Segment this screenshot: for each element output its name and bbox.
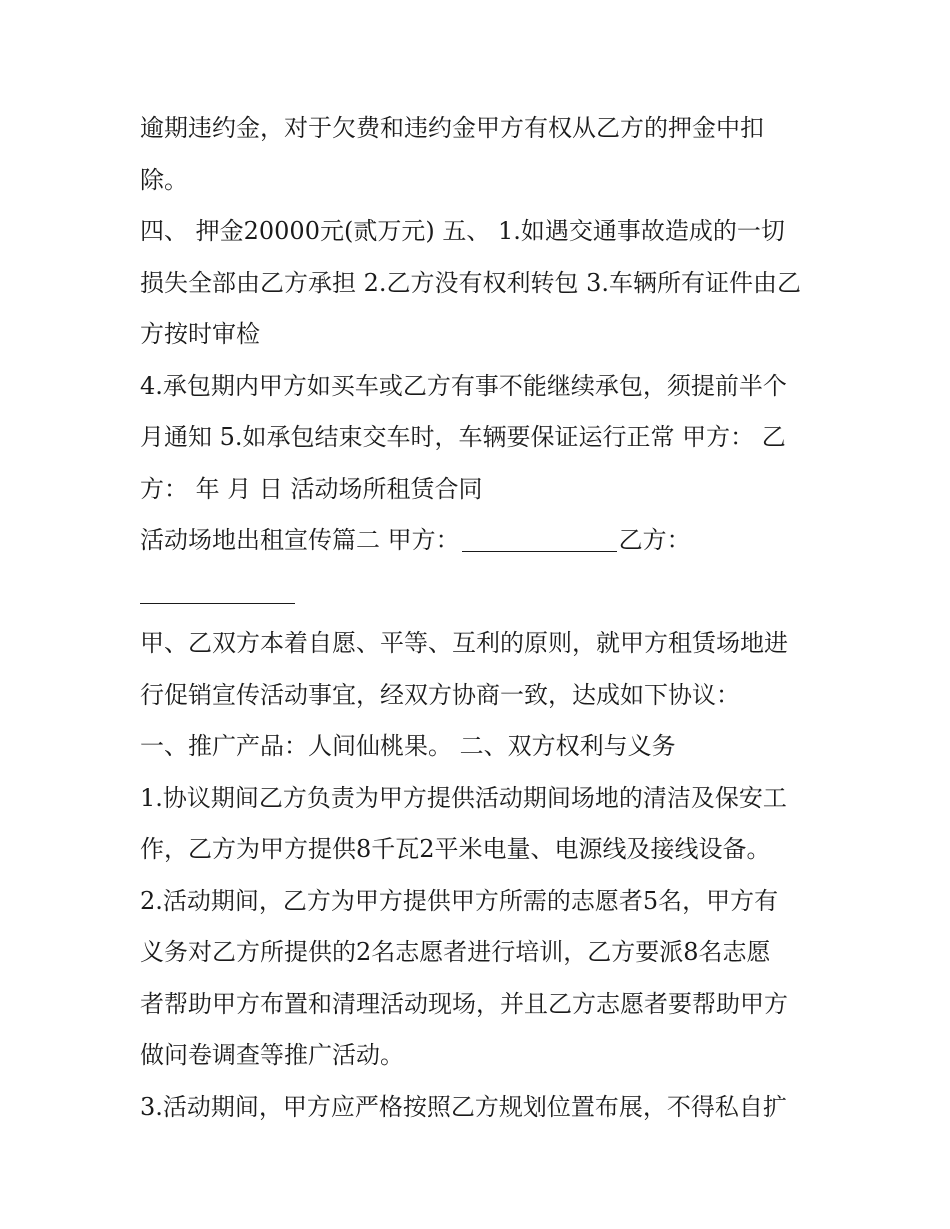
text-line: 甲、乙双方本着自愿、平等、互利的原则，就甲方租赁场地进 bbox=[140, 629, 788, 657]
text-line: 1.协议期间乙方负责为甲方提供活动期间场地的清洁及保安工 bbox=[140, 783, 787, 812]
text-line: 逾期违约金，对于欠费和违约金甲方有权从乙方的押金中扣 bbox=[140, 114, 764, 142]
text-line: 4.承包期内甲方如买车或乙方有事不能继续承包，须提前半个 bbox=[140, 371, 787, 400]
text-line: 四、 押金20000元(贰万元) 五、 1.如遇交通事故造成的一切 bbox=[140, 217, 785, 245]
text-line: 方： 年 月 日 活动场所租赁合同 bbox=[140, 474, 483, 503]
document-page bbox=[140, 103, 820, 1133]
party-a-blank bbox=[462, 523, 617, 552]
text-line: 3.活动期间，甲方应严格按照乙方规划位置布展，不得私自扩 bbox=[140, 1092, 787, 1121]
text-line: 2.活动期间，乙方为甲方提供甲方所需的志愿者5名，甲方有 bbox=[140, 886, 779, 915]
signature-line bbox=[140, 515, 820, 567]
text-line: 除。 bbox=[140, 165, 188, 194]
text-line: 者帮助甲方布置和清理活动现场，并且乙方志愿者要帮助甲方 bbox=[140, 989, 788, 1018]
text-line: 作，乙方为甲方提供8千瓦2平米电量、电源线及接线设备。 bbox=[140, 835, 771, 863]
text-line: 做问卷调查等推广活动。 bbox=[140, 1041, 404, 1069]
text-line: 月通知 5.如承包结束交车时，车辆要保证运行正常 甲方： 乙 bbox=[140, 423, 786, 451]
party-b-label: 乙方： bbox=[618, 526, 691, 554]
party-b-blank bbox=[140, 575, 295, 604]
signature-blank-line bbox=[140, 567, 820, 619]
text-line: 行促销宣传活动事宜，经双方协商一致，达成如下协议： bbox=[140, 680, 740, 709]
party-a-label: 活动场地出租宣传篇二 甲方： bbox=[140, 526, 460, 554]
text-line: 义务对乙方所提供的2名志愿者进行培训，乙方要派8名志愿 bbox=[140, 938, 771, 966]
text-line: 损失全部由乙方承担 2.乙方没有权利转包 3.车辆所有证件由乙 bbox=[140, 268, 802, 297]
text-line: 方按时审检 bbox=[140, 320, 260, 348]
text-line: 一、推广产品：人间仙桃果。 二、双方权利与义务 bbox=[140, 732, 676, 760]
